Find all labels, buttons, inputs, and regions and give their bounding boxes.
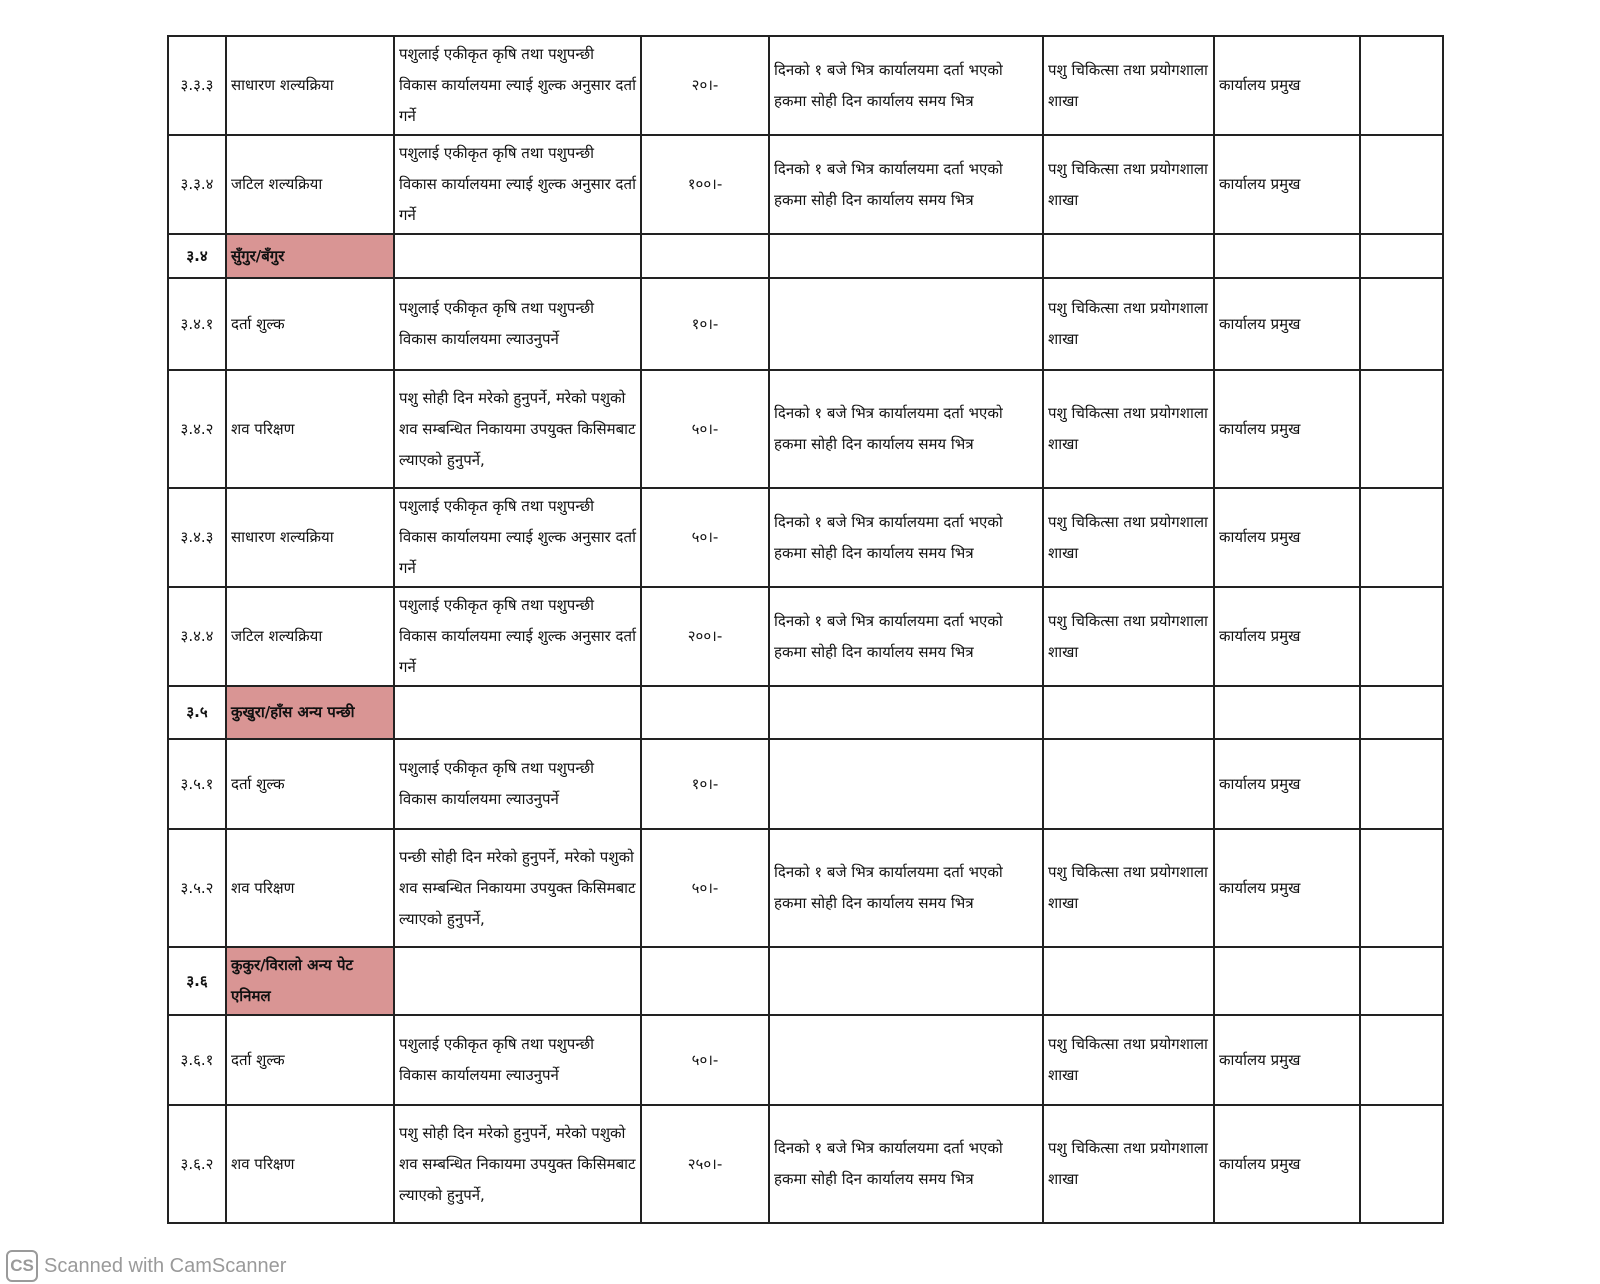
empty-cell <box>394 234 641 278</box>
grievance-official: कार्यालय प्रमुख <box>1214 135 1360 234</box>
section-row <box>168 686 1443 739</box>
remarks <box>1360 278 1443 370</box>
fee: ५०।- <box>641 370 769 488</box>
service-name: जटिल शल्यक्रिया <box>226 135 394 234</box>
grievance-official: कार्यालय प्रमुख <box>1214 829 1360 947</box>
empty-cell <box>1043 234 1214 278</box>
service-time <box>769 739 1043 829</box>
table-row <box>168 278 1443 370</box>
empty-cell <box>1043 947 1214 1015</box>
fee: २००।- <box>641 587 769 686</box>
service-time: दिनको १ बजे भित्र कार्यालयमा दर्ता भएको हकमा सोही दिन कार्यालय समय भित्र <box>769 1105 1043 1223</box>
responsible-branch: पशु चिकित्सा तथा प्रयोगशाला शाखा <box>1043 587 1214 686</box>
table-row <box>168 829 1443 947</box>
service-time: दिनको १ बजे भित्र कार्यालयमा दर्ता भएको हकमा सोही दिन कार्यालय समय भित्र <box>769 135 1043 234</box>
grievance-official: कार्यालय प्रमुख <box>1214 278 1360 370</box>
remarks <box>1360 739 1443 829</box>
service-name: जटिल शल्यक्रिया <box>226 587 394 686</box>
table-row <box>168 1015 1443 1105</box>
fee: १००।- <box>641 135 769 234</box>
fee: ५०।- <box>641 829 769 947</box>
grievance-official: कार्यालय प्रमुख <box>1214 1015 1360 1105</box>
remarks <box>1360 370 1443 488</box>
empty-cell <box>1043 686 1214 739</box>
fee: १०।- <box>641 739 769 829</box>
service-time: दिनको १ बजे भित्र कार्यालयमा दर्ता भएको हकमा सोही दिन कार्यालय समय भित्र <box>769 587 1043 686</box>
empty-cell <box>641 686 769 739</box>
grievance-official: कार्यालय प्रमुख <box>1214 587 1360 686</box>
service-name: दर्ता शुल्क <box>226 278 394 370</box>
empty-cell <box>1214 686 1360 739</box>
responsible-branch: पशु चिकित्सा तथा प्रयोगशाला शाखा <box>1043 829 1214 947</box>
remarks <box>1360 36 1443 135</box>
requirement: पशुलाई एकीकृत कृषि तथा पशुपन्छी विकास कार्यालयमा ल्याई शुल्क अनुसार दर्ता गर्ने <box>394 587 641 686</box>
empty-cell <box>1214 947 1360 1015</box>
empty-cell <box>1214 234 1360 278</box>
empty-cell <box>641 947 769 1015</box>
item-number: ३.४.४ <box>168 587 226 686</box>
section-row <box>168 234 1443 278</box>
camscanner-logo-icon: CS <box>6 1250 38 1282</box>
item-number: ३.५.२ <box>168 829 226 947</box>
requirement: पशुलाई एकीकृत कृषि तथा पशुपन्छी विकास कार्यालयमा ल्याउनुपर्ने <box>394 278 641 370</box>
responsible-branch: पशु चिकित्सा तथा प्रयोगशाला शाखा <box>1043 278 1214 370</box>
table-row <box>168 739 1443 829</box>
remarks <box>1360 587 1443 686</box>
camscanner-watermark <box>6 1248 286 1284</box>
service-time: दिनको १ बजे भित्र कार्यालयमा दर्ता भएको हकमा सोही दिन कार्यालय समय भित्र <box>769 370 1043 488</box>
empty-cell <box>1360 686 1443 739</box>
empty-cell <box>1360 947 1443 1015</box>
table-body <box>168 36 1443 1223</box>
grievance-official: कार्यालय प्रमुख <box>1214 739 1360 829</box>
service-name: शव परिक्षण <box>226 829 394 947</box>
responsible-branch <box>1043 739 1214 829</box>
section-number: ३.६ <box>168 947 226 1015</box>
item-number: ३.४.१ <box>168 278 226 370</box>
service-time: दिनको १ बजे भित्र कार्यालयमा दर्ता भएको हकमा सोही दिन कार्यालय समय भित्र <box>769 36 1043 135</box>
table-row <box>168 1105 1443 1223</box>
fee: ५०।- <box>641 1015 769 1105</box>
requirement: पशुलाई एकीकृत कृषि तथा पशुपन्छी विकास कार्यालयमा ल्याई शुल्क अनुसार दर्ता गर्ने <box>394 36 641 135</box>
item-number: ३.४.३ <box>168 488 226 587</box>
service-name: शव परिक्षण <box>226 1105 394 1223</box>
fee: ५०।- <box>641 488 769 587</box>
responsible-branch: पशु चिकित्सा तथा प्रयोगशाला शाखा <box>1043 488 1214 587</box>
requirement: पन्छी सोही दिन मरेको हुनुपर्ने, मरेको पशुको शव सम्बन्धित निकायमा उपयुक्त किसिमबाट ल्याएको हुनुपर्ने, <box>394 829 641 947</box>
section-title: सुँगुर/बँगुर <box>226 234 394 278</box>
responsible-branch: पशु चिकित्सा तथा प्रयोगशाला शाखा <box>1043 1015 1214 1105</box>
item-number: ३.३.३ <box>168 36 226 135</box>
requirement: पशु सोही दिन मरेको हुनुपर्ने, मरेको पशुको शव सम्बन्धित निकायमा उपयुक्त किसिमबाट ल्याएको हुनुपर्ने, <box>394 1105 641 1223</box>
fee: १०।- <box>641 278 769 370</box>
service-time <box>769 1015 1043 1105</box>
empty-cell <box>394 947 641 1015</box>
fee-schedule-table <box>167 35 1444 1224</box>
section-number: ३.४ <box>168 234 226 278</box>
grievance-official: कार्यालय प्रमुख <box>1214 370 1360 488</box>
remarks <box>1360 135 1443 234</box>
service-name: दर्ता शुल्क <box>226 1015 394 1105</box>
service-name: शव परिक्षण <box>226 370 394 488</box>
remarks <box>1360 1105 1443 1223</box>
service-time: दिनको १ बजे भित्र कार्यालयमा दर्ता भएको हकमा सोही दिन कार्यालय समय भित्र <box>769 488 1043 587</box>
empty-cell <box>1360 234 1443 278</box>
section-title: कुकुर/विरालो अन्य पेट एनिमल <box>226 947 394 1015</box>
responsible-branch: पशु चिकित्सा तथा प्रयोगशाला शाखा <box>1043 1105 1214 1223</box>
service-name: साधारण शल्यक्रिया <box>226 36 394 135</box>
table-row <box>168 370 1443 488</box>
item-number: ३.६.१ <box>168 1015 226 1105</box>
empty-cell <box>641 234 769 278</box>
grievance-official: कार्यालय प्रमुख <box>1214 1105 1360 1223</box>
responsible-branch: पशु चिकित्सा तथा प्रयोगशाला शाखा <box>1043 135 1214 234</box>
fee: २५०।- <box>641 1105 769 1223</box>
table-row <box>168 135 1443 234</box>
remarks <box>1360 1015 1443 1105</box>
requirement: पशुलाई एकीकृत कृषि तथा पशुपन्छी विकास कार्यालयमा ल्याउनुपर्ने <box>394 1015 641 1105</box>
service-time: दिनको १ बजे भित्र कार्यालयमा दर्ता भएको हकमा सोही दिन कार्यालय समय भित्र <box>769 829 1043 947</box>
item-number: ३.४.२ <box>168 370 226 488</box>
section-title: कुखुरा/हाँस अन्य पन्छी <box>226 686 394 739</box>
grievance-official: कार्यालय प्रमुख <box>1214 488 1360 587</box>
camscanner-text: Scanned with CamScanner <box>44 1254 287 1277</box>
grievance-official: कार्यालय प्रमुख <box>1214 36 1360 135</box>
item-number: ३.३.४ <box>168 135 226 234</box>
empty-cell <box>769 686 1043 739</box>
item-number: ३.६.२ <box>168 1105 226 1223</box>
responsible-branch: पशु चिकित्सा तथा प्रयोगशाला शाखा <box>1043 370 1214 488</box>
empty-cell <box>394 686 641 739</box>
requirement: पशुलाई एकीकृत कृषि तथा पशुपन्छी विकास कार्यालयमा ल्याउनुपर्ने <box>394 739 641 829</box>
table-row <box>168 587 1443 686</box>
remarks <box>1360 488 1443 587</box>
empty-cell <box>769 947 1043 1015</box>
responsible-branch: पशु चिकित्सा तथा प्रयोगशाला शाखा <box>1043 36 1214 135</box>
table-row <box>168 36 1443 135</box>
requirement: पशु सोही दिन मरेको हुनुपर्ने, मरेको पशुको शव सम्बन्धित निकायमा उपयुक्त किसिमबाट ल्याएको हुनुपर्ने, <box>394 370 641 488</box>
empty-cell <box>769 234 1043 278</box>
table-row <box>168 488 1443 587</box>
section-row <box>168 947 1443 1015</box>
service-name: दर्ता शुल्क <box>226 739 394 829</box>
section-number: ३.५ <box>168 686 226 739</box>
requirement: पशुलाई एकीकृत कृषि तथा पशुपन्छी विकास कार्यालयमा ल्याई शुल्क अनुसार दर्ता गर्ने <box>394 135 641 234</box>
service-time <box>769 278 1043 370</box>
fee: २०।- <box>641 36 769 135</box>
requirement: पशुलाई एकीकृत कृषि तथा पशुपन्छी विकास कार्यालयमा ल्याई शुल्क अनुसार दर्ता गर्ने <box>394 488 641 587</box>
remarks <box>1360 829 1443 947</box>
item-number: ३.५.१ <box>168 739 226 829</box>
service-name: साधारण शल्यक्रिया <box>226 488 394 587</box>
